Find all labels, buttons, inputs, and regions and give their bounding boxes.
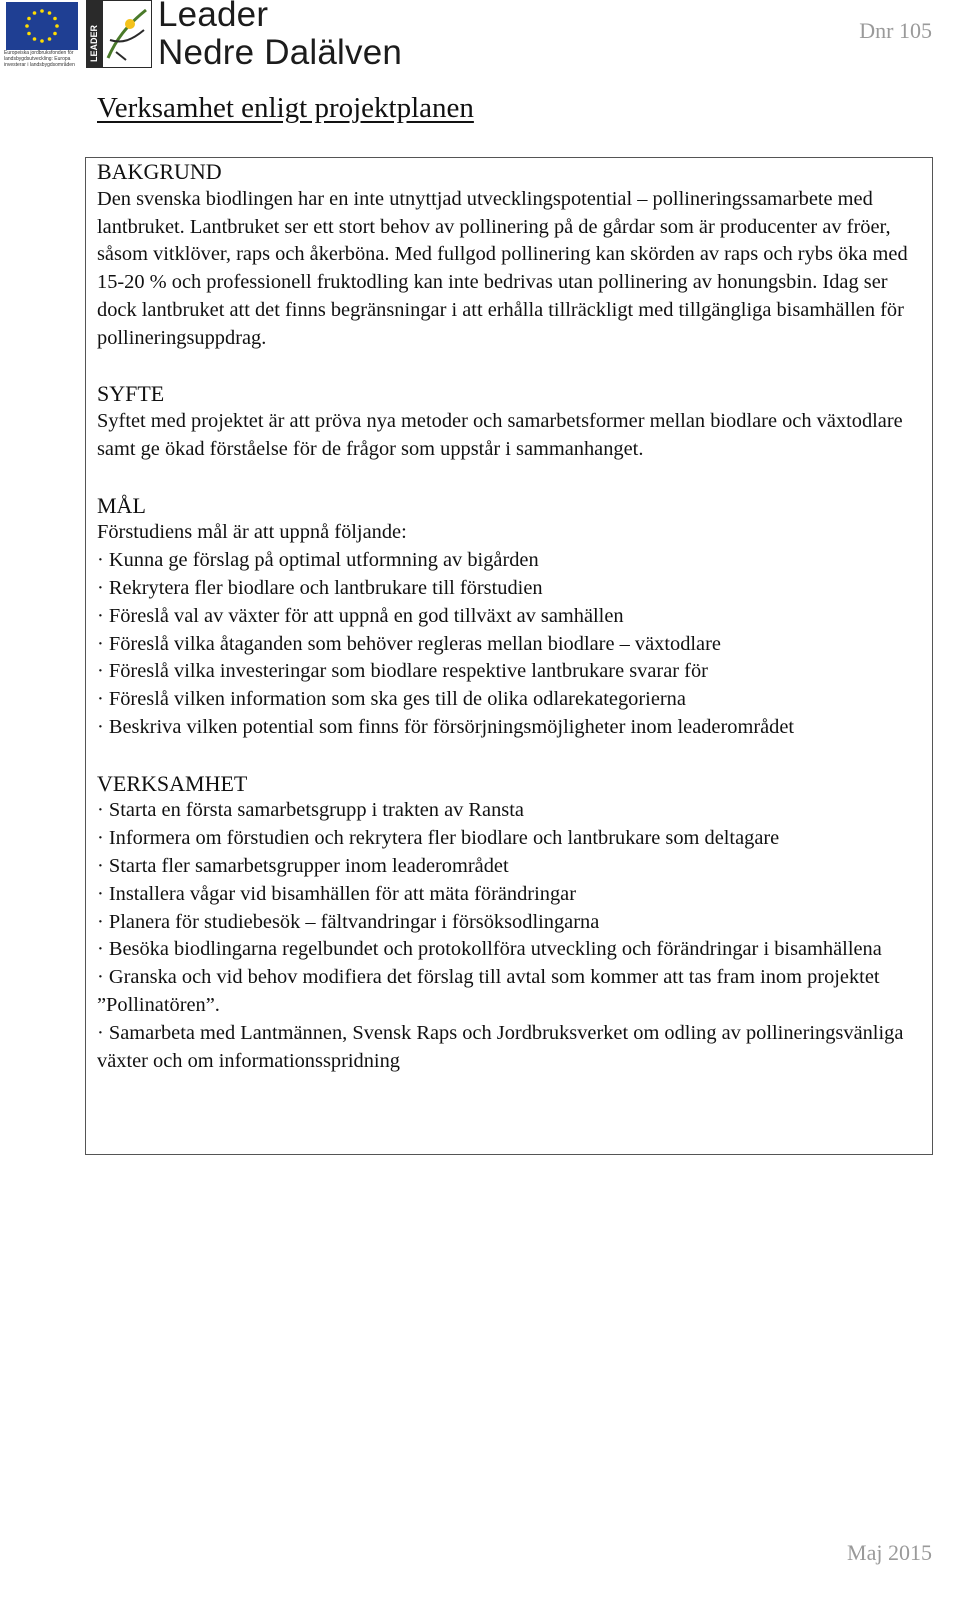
section-heading: MÅL — [97, 492, 146, 518]
document-header — [0, 0, 960, 80]
section-bakgrund — [97, 158, 932, 353]
section-text: Syftet med projektet är att pröva nya metoder och samarbetsformer mellan biodlare och växtodlare samt ge ökad förståelse för de frågor som uppstår i sammanhanget. — [97, 410, 903, 460]
list-item: · Samarbeta med Lantmännen, Svensk Raps och Jordbruksverket om odling av pollineringsvänliga växter och om informationsspridning — [97, 1021, 904, 1072]
leader-mark-text: LEADER — [89, 24, 99, 62]
logo-title-leader: Leader — [158, 0, 269, 34]
list-item: · Föreslå val av växter för att uppnå en god tillväxt av samhällen — [97, 604, 624, 627]
eu-caption: Europeiska jordbruksfonden för landsbygdsutveckling: Europa investerar i landsbygdsområden — [4, 50, 75, 68]
section-text: Den svenska biodlingen har en inte utnyttjad utvecklingspotential – pollineringssamarbete med lantbruket. Lantbruket ser ett stort behov av pollinering på de gårdar som är producenter av fröer, såsom vitklöver, raps och åkerböna. Med fullgod pollinering kan skörden av raps och rybs öka med 15-20 % och professionell fruktodling kan inte bedrivas utan pollinering av honungsbin. Idag ser dock lantbruket att det finns begränsningar i att erhålla tillräckligt med tillgängliga bisamhällen för pollineringsuppdrag. — [97, 187, 908, 349]
list-item: · Kunna ge förslag på optimal utformning av bigården — [97, 549, 539, 572]
list-item: · Föreslå vilka investeringar som biodlare respektive lantbrukare svarar för — [97, 660, 708, 683]
document-number: Dnr 105 — [859, 18, 932, 43]
list-item: · Starta en första samarbetsgrupp i trakten av Ransta — [97, 799, 524, 822]
leader-logo-icon — [86, 0, 152, 68]
list-item: · Planera för studiebesök – fältvandringar i försöksodlingarna — [97, 910, 600, 933]
list-item: · Informera om förstudien och rekrytera fler biodlare och lantbrukare som deltagare — [97, 827, 780, 850]
list-item: · Starta fler samarbetsgrupper inom leaderområdet — [97, 854, 509, 877]
list-item: · Beskriva vilken potential som finns för försörjningsmöjligheter inom leaderområdet — [97, 715, 795, 738]
list-item: · Föreslå vilken information som ska ges till de olika odlarekategorierna — [97, 688, 686, 711]
footer-date: Maj 2015 — [847, 1540, 932, 1565]
page-title: Verksamhet enligt projektplanen — [97, 92, 474, 124]
section-syfte — [97, 380, 932, 463]
section-heading: VERKSAMHET — [97, 770, 248, 796]
section-intro: Förstudiens mål är att uppnå följande: — [97, 521, 407, 544]
list-item: · Installera vågar vid bisamhällen för att mäta förändringar — [97, 882, 576, 905]
section-verksamhet — [97, 770, 932, 1076]
list-item: · Föreslå vilka åtaganden som behöver regleras mellan biodlare – växtodlare — [97, 632, 721, 655]
section-heading: SYFTE — [97, 381, 165, 407]
section-heading: BAKGRUND — [97, 159, 222, 184]
list-item: · Besöka biodlingarna regelbundet och protokollföra utveckling och förändringar i bisamhällena — [97, 938, 882, 961]
project-plan-box — [85, 157, 933, 1155]
list-item: · Granska och vid behov modifiera det förslag till avtal som kommer att tas fram inom projektet ”Pollinatören”. — [97, 966, 880, 1016]
section-mal — [97, 492, 932, 742]
eu-flag-icon — [6, 2, 78, 50]
logo-title-area: Nedre Dalälven — [158, 33, 403, 72]
list-item: · Rekrytera fler biodlare och lantbrukare till förstudien — [97, 576, 543, 599]
